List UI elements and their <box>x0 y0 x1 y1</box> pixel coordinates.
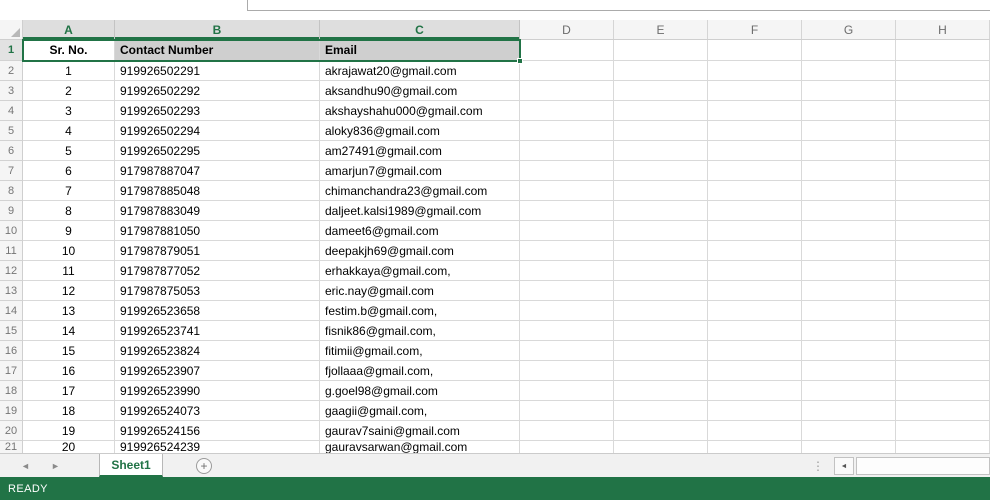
cell-empty[interactable] <box>802 161 896 181</box>
cell-empty[interactable] <box>614 141 708 161</box>
cell-empty[interactable] <box>614 361 708 381</box>
tab-scroll-right-icon[interactable]: ► <box>51 460 60 471</box>
row-header[interactable]: 10 <box>0 221 23 241</box>
cell-sr-no[interactable]: 7 <box>23 181 115 201</box>
column-header-b[interactable]: B <box>115 20 320 39</box>
cell-contact-number[interactable]: 919926502291 <box>115 61 320 81</box>
column-header-f[interactable]: F <box>708 20 802 39</box>
cell-sr-no[interactable]: 4 <box>23 121 115 141</box>
sheet-row <box>0 301 990 321</box>
cell-contact-number[interactable]: 919926524156 <box>115 421 320 441</box>
row-header[interactable]: 4 <box>0 101 23 121</box>
cell-empty[interactable] <box>614 221 708 241</box>
column-header-g[interactable]: G <box>802 20 896 39</box>
row-header[interactable]: 16 <box>0 341 23 361</box>
cell-empty[interactable] <box>520 241 614 261</box>
row-header[interactable]: 21 <box>0 441 23 454</box>
cell-empty[interactable] <box>708 61 802 81</box>
cell-email[interactable]: akshayshahu000@gmail.com <box>320 101 520 121</box>
cell-empty[interactable] <box>802 381 896 401</box>
cell-sr-no[interactable]: 17 <box>23 381 115 401</box>
sheet-row <box>0 341 990 361</box>
cell-empty[interactable] <box>520 141 614 161</box>
sheet-tab-sheet1[interactable]: Sheet1 <box>99 454 163 477</box>
cell-empty[interactable] <box>802 101 896 121</box>
cell-empty[interactable] <box>896 201 990 221</box>
row-header[interactable]: 5 <box>0 121 23 141</box>
cell-empty[interactable] <box>708 40 802 61</box>
cell-empty[interactable] <box>708 301 802 321</box>
cell-sr-no[interactable]: 1 <box>23 61 115 81</box>
sheet-row <box>0 261 990 281</box>
status-bar <box>0 477 990 500</box>
cell-email[interactable]: dameet6@gmail.com <box>320 221 520 241</box>
cell-empty[interactable] <box>708 201 802 221</box>
sheet-row <box>0 40 990 61</box>
column-headers <box>23 20 990 39</box>
cell-empty[interactable] <box>802 421 896 441</box>
cell-empty[interactable] <box>708 321 802 341</box>
sheet-row <box>0 281 990 301</box>
cell-empty[interactable] <box>520 161 614 181</box>
row-header[interactable]: 7 <box>0 161 23 181</box>
cell-empty[interactable] <box>896 321 990 341</box>
cell-email[interactable]: gaagii@gmail.com, <box>320 401 520 421</box>
cell-contact-number[interactable]: 919926523824 <box>115 341 320 361</box>
cell-empty[interactable] <box>614 301 708 321</box>
cell-sr-no[interactable]: 8 <box>23 201 115 221</box>
sheet-row <box>0 381 990 401</box>
cell-empty[interactable] <box>896 241 990 261</box>
cell-empty[interactable] <box>614 161 708 181</box>
row-header[interactable]: 20 <box>0 421 23 441</box>
row-header[interactable]: 19 <box>0 401 23 421</box>
cell-empty[interactable] <box>896 181 990 201</box>
cell-email[interactable]: erhakkaya@gmail.com, <box>320 261 520 281</box>
cell-empty[interactable] <box>708 161 802 181</box>
row-header[interactable]: 14 <box>0 301 23 321</box>
sheet-row <box>0 361 990 381</box>
cell-empty[interactable] <box>614 321 708 341</box>
column-header-strip <box>0 20 990 40</box>
cell-empty[interactable] <box>802 61 896 81</box>
cell-empty[interactable] <box>896 141 990 161</box>
cell-contact-number[interactable]: 919926523658 <box>115 301 320 321</box>
hscroll-thumb[interactable] <box>856 457 990 475</box>
cell-contact-number[interactable]: 917987885048 <box>115 181 320 201</box>
cell-empty[interactable] <box>520 201 614 221</box>
cell-empty[interactable] <box>520 101 614 121</box>
cell-empty[interactable] <box>520 381 614 401</box>
cell-sr-no[interactable]: 18 <box>23 401 115 421</box>
cell-sr-no[interactable]: 16 <box>23 361 115 381</box>
cell-empty[interactable] <box>802 361 896 381</box>
cell-empty[interactable] <box>896 381 990 401</box>
fill-handle[interactable] <box>517 58 523 64</box>
cell-empty[interactable] <box>708 241 802 261</box>
cell-email[interactable]: gaurav7saini@gmail.com <box>320 421 520 441</box>
cell-email[interactable]: eric.nay@gmail.com <box>320 281 520 301</box>
cell-empty[interactable] <box>896 341 990 361</box>
cell-empty[interactable] <box>520 421 614 441</box>
cell-empty[interactable] <box>614 61 708 81</box>
cell-email[interactable]: aloky836@gmail.com <box>320 121 520 141</box>
cell-contact-number[interactable]: 919926523907 <box>115 361 320 381</box>
cell-empty[interactable] <box>708 401 802 421</box>
cell-empty[interactable] <box>708 81 802 101</box>
cell-contact-number[interactable]: Contact Number <box>115 40 320 61</box>
cell-empty[interactable] <box>708 141 802 161</box>
cell-empty[interactable] <box>708 381 802 401</box>
sheet-row <box>0 181 990 201</box>
cell-contact-number[interactable]: 917987881050 <box>115 221 320 241</box>
cell-email[interactable]: amarjun7@gmail.com <box>320 161 520 181</box>
cell-empty[interactable] <box>708 421 802 441</box>
cell-empty[interactable] <box>802 221 896 241</box>
cell-empty[interactable] <box>614 101 708 121</box>
cell-contact-number[interactable]: 917987887047 <box>115 161 320 181</box>
formula-bar-edge <box>247 0 990 11</box>
column-header-c[interactable]: C <box>320 20 520 39</box>
cell-sr-no[interactable]: 9 <box>23 221 115 241</box>
row-header[interactable]: 6 <box>0 141 23 161</box>
cell-empty[interactable] <box>802 201 896 221</box>
cell-empty[interactable] <box>896 361 990 381</box>
tabbar-resize-handle-icon[interactable]: ⋮ <box>812 458 824 473</box>
cell-empty[interactable] <box>614 40 708 61</box>
row-header[interactable]: 12 <box>0 261 23 281</box>
cell-sr-no[interactable]: Sr. No. <box>23 40 115 61</box>
cell-contact-number[interactable]: 919926524239 <box>115 441 320 454</box>
sheet-row <box>0 201 990 221</box>
cell-sr-no[interactable]: 10 <box>23 241 115 261</box>
add-sheet-button[interactable]: + <box>196 458 212 474</box>
cell-empty[interactable] <box>708 341 802 361</box>
column-header-a[interactable]: A <box>23 20 115 39</box>
cell-sr-no[interactable]: 2 <box>23 81 115 101</box>
cell-empty[interactable] <box>614 201 708 221</box>
cell-empty[interactable] <box>520 361 614 381</box>
cell-empty[interactable] <box>802 261 896 281</box>
cell-empty[interactable] <box>802 181 896 201</box>
cell-empty[interactable] <box>520 81 614 101</box>
cell-contact-number[interactable]: 917987879051 <box>115 241 320 261</box>
cell-empty[interactable] <box>896 221 990 241</box>
sheet-row <box>0 61 990 81</box>
row-header[interactable]: 9 <box>0 201 23 221</box>
cell-empty[interactable] <box>614 281 708 301</box>
cell-email[interactable]: akrajawat20@gmail.com <box>320 61 520 81</box>
sheet-row <box>0 161 990 181</box>
cell-sr-no[interactable]: 11 <box>23 261 115 281</box>
cell-email[interactable]: daljeet.kalsi1989@gmail.com <box>320 201 520 221</box>
row-header[interactable]: 8 <box>0 181 23 201</box>
sheet-row <box>0 401 990 421</box>
cell-sr-no[interactable]: 19 <box>23 421 115 441</box>
cell-empty[interactable] <box>896 101 990 121</box>
cell-sr-no[interactable]: 15 <box>23 341 115 361</box>
cell-empty[interactable] <box>520 40 614 61</box>
sheet-grid <box>0 40 990 454</box>
cell-empty[interactable] <box>802 341 896 361</box>
cell-sr-no[interactable]: 6 <box>23 161 115 181</box>
cell-empty[interactable] <box>896 261 990 281</box>
cell-empty[interactable] <box>520 221 614 241</box>
row-header[interactable]: 18 <box>0 381 23 401</box>
cell-email[interactable]: deepakjh69@gmail.com <box>320 241 520 261</box>
column-header-h[interactable]: H <box>896 20 990 39</box>
cell-empty[interactable] <box>708 101 802 121</box>
cell-contact-number[interactable]: 919926502293 <box>115 101 320 121</box>
cell-empty[interactable] <box>802 301 896 321</box>
cell-contact-number[interactable]: 919926524073 <box>115 401 320 421</box>
cell-contact-number[interactable]: 919926523741 <box>115 321 320 341</box>
select-all-corner[interactable] <box>0 20 23 39</box>
cell-empty[interactable] <box>708 361 802 381</box>
cell-empty[interactable] <box>802 40 896 61</box>
cell-empty[interactable] <box>802 321 896 341</box>
cell-empty[interactable] <box>896 40 990 61</box>
cell-empty[interactable] <box>896 301 990 321</box>
cell-empty[interactable] <box>614 181 708 201</box>
cell-sr-no[interactable]: 14 <box>23 321 115 341</box>
cell-contact-number[interactable]: 919926502295 <box>115 141 320 161</box>
cell-email[interactable]: aksandhu90@gmail.com <box>320 81 520 101</box>
cell-empty[interactable] <box>708 281 802 301</box>
cell-contact-number[interactable]: 919926502292 <box>115 81 320 101</box>
cell-empty[interactable] <box>614 81 708 101</box>
cell-empty[interactable] <box>802 241 896 261</box>
cell-email[interactable]: fitimii@gmail.com, <box>320 341 520 361</box>
column-header-e[interactable]: E <box>614 20 708 39</box>
cell-empty[interactable] <box>614 421 708 441</box>
cell-sr-no[interactable]: 12 <box>23 281 115 301</box>
row-header[interactable]: 11 <box>0 241 23 261</box>
cell-empty[interactable] <box>614 341 708 361</box>
cell-email[interactable]: am27491@gmail.com <box>320 141 520 161</box>
cell-empty[interactable] <box>708 221 802 241</box>
sheet-row <box>0 241 990 261</box>
cell-contact-number[interactable]: 919926502294 <box>115 121 320 141</box>
cell-empty[interactable] <box>802 281 896 301</box>
cell-contact-number[interactable]: 917987875053 <box>115 281 320 301</box>
sheet-row <box>0 121 990 141</box>
cell-empty[interactable] <box>520 261 614 281</box>
sheet-row <box>0 141 990 161</box>
cell-empty[interactable] <box>896 121 990 141</box>
cell-empty[interactable] <box>708 261 802 281</box>
cell-contact-number[interactable]: 917987883049 <box>115 201 320 221</box>
cell-sr-no[interactable]: 3 <box>23 101 115 121</box>
cell-empty[interactable] <box>614 261 708 281</box>
cell-sr-no[interactable]: 13 <box>23 301 115 321</box>
cell-empty[interactable] <box>896 281 990 301</box>
cell-empty[interactable] <box>520 121 614 141</box>
cell-empty[interactable] <box>708 181 802 201</box>
column-header-d[interactable]: D <box>520 20 614 39</box>
cell-empty[interactable] <box>896 161 990 181</box>
cell-empty[interactable] <box>520 301 614 321</box>
row-header[interactable]: 13 <box>0 281 23 301</box>
cell-empty[interactable] <box>896 401 990 421</box>
hscroll-left-button[interactable]: ◄ <box>834 457 854 475</box>
cell-empty[interactable] <box>614 241 708 261</box>
cell-email[interactable]: fisnik86@gmail.com, <box>320 321 520 341</box>
cell-empty[interactable] <box>520 61 614 81</box>
cell-empty[interactable] <box>896 421 990 441</box>
sheet-row <box>0 81 990 101</box>
tab-scroll-left-icon[interactable]: ◄ <box>21 460 30 471</box>
cell-email[interactable]: g.goel98@gmail.com <box>320 381 520 401</box>
sheet-row <box>0 321 990 341</box>
status-mode: READY <box>8 482 48 495</box>
sheet-row <box>0 221 990 241</box>
row-header[interactable]: 2 <box>0 61 23 81</box>
cell-empty[interactable] <box>802 401 896 421</box>
cell-email[interactable]: gauravsarwan@gmail.com <box>320 441 520 454</box>
cell-email[interactable]: Email <box>320 40 520 61</box>
cell-empty[interactable] <box>896 61 990 81</box>
cell-empty[interactable] <box>520 321 614 341</box>
cell-empty[interactable] <box>520 281 614 301</box>
row-header[interactable]: 15 <box>0 321 23 341</box>
cell-sr-no[interactable]: 20 <box>23 441 115 454</box>
row-header[interactable]: 1 <box>0 40 23 61</box>
row-header[interactable]: 17 <box>0 361 23 381</box>
cell-empty[interactable] <box>708 121 802 141</box>
cell-empty[interactable] <box>614 381 708 401</box>
sheet-row <box>0 421 990 441</box>
cell-email[interactable]: chimanchandra23@gmail.com <box>320 181 520 201</box>
cell-empty[interactable] <box>520 341 614 361</box>
cell-empty[interactable] <box>802 121 896 141</box>
select-all-icon <box>11 28 20 37</box>
cell-email[interactable]: fjollaaa@gmail.com, <box>320 361 520 381</box>
cell-contact-number[interactable]: 919926523990 <box>115 381 320 401</box>
cell-empty[interactable] <box>802 81 896 101</box>
cell-empty[interactable] <box>896 81 990 101</box>
cell-empty[interactable] <box>802 141 896 161</box>
cell-email[interactable]: festim.b@gmail.com, <box>320 301 520 321</box>
cell-empty[interactable] <box>520 181 614 201</box>
cell-empty[interactable] <box>614 401 708 421</box>
cell-empty[interactable] <box>520 401 614 421</box>
sheet-row <box>0 101 990 121</box>
cell-empty[interactable] <box>614 121 708 141</box>
sheet-tab-bar <box>0 453 990 477</box>
cell-sr-no[interactable]: 5 <box>23 141 115 161</box>
cell-contact-number[interactable]: 917987877052 <box>115 261 320 281</box>
row-header[interactable]: 3 <box>0 81 23 101</box>
